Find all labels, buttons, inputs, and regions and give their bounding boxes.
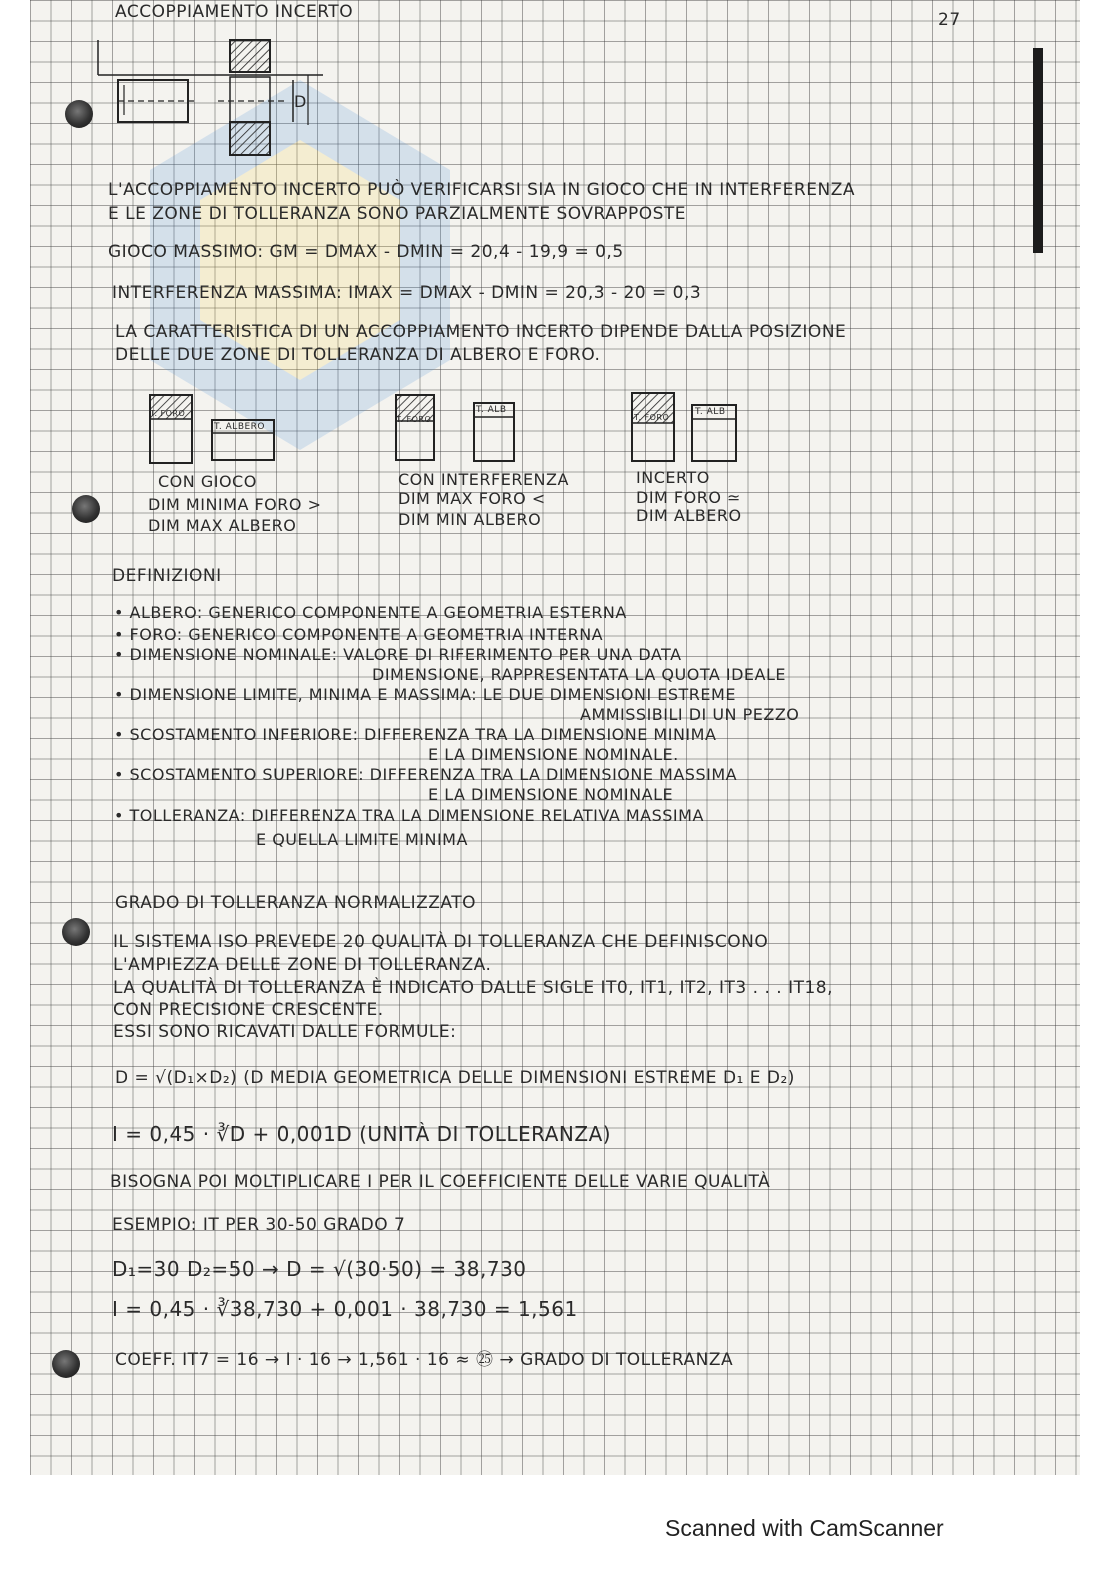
calc-d: D₁=30 D₂=50 → D = √(30·50) = 38,730	[112, 1257, 527, 1281]
page-number: 27	[938, 10, 961, 30]
fit-sketch	[88, 35, 328, 160]
caption-interf-1: CON INTERFERENZA	[398, 470, 569, 489]
page-title: ACCOPPIAMENTO INCERTO	[115, 2, 354, 22]
intro-line-2: E LE ZONE DI TOLLERANZA SONO PARZIALMENTE SOVRAPPOSTE	[108, 204, 687, 224]
caption-incerto-3: DIM ALBERO	[636, 506, 742, 525]
formula-i: I = 0,45 · ∛D + 0,001D (UNITÀ DI TOLLERANZA)	[112, 1122, 612, 1146]
intro-line-1: L'ACCOPPIAMENTO INCERTO PUÒ VERIFICARSI SIA IN GIOCO CHE IN INTERFERENZA	[108, 180, 855, 200]
notebook-binding	[1033, 48, 1043, 253]
grado-title: GRADO DI TOLLERANZA NORMALIZZATO	[115, 893, 476, 913]
formula-d: D = √(D₁×D₂) (D MEDIA GEOMETRICA DELLE DIMENSIONI ESTREME D₁ E D₂)	[115, 1068, 795, 1088]
gioco-massimo: GIOCO MASSIMO: GM = DMAX - DMIN = 20,4 - 19,9 = 0,5	[108, 242, 624, 262]
hole-diameter-label: D	[294, 92, 307, 111]
caratteristica-line-2: DELLE DUE ZONE DI TOLLERANZA DI ALBERO E FORO.	[115, 345, 601, 365]
definizione-line: E LA DIMENSIONE NOMINALE.	[428, 745, 679, 764]
definizione-line: E LA DIMENSIONE NOMINALE	[428, 785, 674, 804]
tag-albero-3: T. ALB	[695, 407, 726, 417]
scanner-footer: Scanned with CamScanner	[665, 1515, 944, 1541]
tag-foro-2: T. FORO	[396, 415, 432, 424]
definizione-line: • DIMENSIONE NOMINALE: VALORE DI RIFERIMENTO PER UNA DATA	[114, 645, 682, 664]
definizione-line: • FORO: GENERICO COMPONENTE A GEOMETRIA INTERNA	[114, 625, 604, 644]
grado-line: L'AMPIEZZA DELLE ZONE DI TOLLERANZA.	[113, 955, 492, 975]
caption-incerto-1: INCERTO	[636, 468, 710, 487]
caption-interf-2: DIM MAX FORO <	[398, 489, 546, 508]
definizione-line: • SCOSTAMENTO SUPERIORE: DIFFERENZA TRA LA DIMENSIONE MASSIMA	[114, 765, 738, 784]
caratteristica-line-1: LA CARATTERISTICA DI UN ACCOPPIAMENTO INCERTO DIPENDE DALLA POSIZIONE	[115, 322, 847, 342]
interferenza-massima: INTERFERENZA MASSIMA: IMAX = DMAX - DMIN = 20,3 - 20 = 0,3	[112, 283, 702, 303]
caption-gioco-3: DIM MAX ALBERO	[148, 516, 297, 535]
calc-i: I = 0,45 · ∛38,730 + 0,001 · 38,730 = 1,561	[112, 1297, 578, 1321]
tag-albero-2: T. ALB	[476, 405, 507, 415]
definizione-line: • DIMENSIONE LIMITE, MINIMA E MASSIMA: LE DUE DIMENSIONI ESTREME	[114, 685, 736, 704]
grado-line: IL SISTEMA ISO PREVEDE 20 QUALITÀ DI TOLLERANZA CHE DEFINISCONO	[113, 932, 769, 952]
tag-foro-3: T. FORO	[634, 413, 670, 422]
definizione-line: • ALBERO: GENERICO COMPONENTE A GEOMETRIA ESTERNA	[114, 603, 627, 622]
caption-gioco-1: CON GIOCO	[158, 472, 257, 491]
definizione-line: DIMENSIONE, RAPPRESENTATA LA QUOTA IDEALE	[372, 665, 786, 684]
bisogna-line: BISOGNA POI MOLTIPLICARE I PER IL COEFFICIENTE DELLE VARIE QUALITÀ	[110, 1172, 771, 1192]
coeff-line: COEFF. IT7 = 16 → I · 16 → 1,561 · 16 ≈ ㉕ → GRADO DI TOLLERANZA	[115, 1350, 734, 1370]
binder-hole-4	[52, 1350, 80, 1378]
definizione-line: • SCOSTAMENTO INFERIORE: DIFFERENZA TRA LA DIMENSIONE MINIMA	[114, 725, 717, 744]
definizione-line: AMMISSIBILI DI UN PEZZO	[580, 705, 800, 724]
grado-line: LA QUALITÀ DI TOLLERANZA È INDICATO DALLE SIGLE IT0, IT1, IT2, IT3 . . . IT18,	[113, 978, 834, 998]
caption-gioco-2: DIM MINIMA FORO >	[148, 495, 322, 514]
definizione-line: • TOLLERANZA: DIFFERENZA TRA LA DIMENSIONE RELATIVA MASSIMA	[114, 806, 704, 825]
caption-interf-3: DIM MIN ALBERO	[398, 510, 542, 529]
definizione-line: E QUELLA LIMITE MINIMA	[256, 830, 468, 849]
caption-incerto-2: DIM FORO ≃	[636, 488, 741, 507]
grado-line: CON PRECISIONE CRESCENTE.	[113, 1000, 384, 1020]
definizioni-title: DEFINIZIONI	[112, 566, 222, 586]
binder-hole-2	[72, 495, 100, 523]
grado-line: ESSI SONO RICAVATI DALLE FORMULE:	[113, 1022, 457, 1042]
tag-foro-1: T. FORO	[150, 409, 186, 418]
esempio-line: ESEMPIO: IT PER 30-50 GRADO 7	[112, 1215, 406, 1235]
tag-albero-1: T. ALBERO	[214, 422, 266, 432]
binder-hole-3	[62, 918, 90, 946]
